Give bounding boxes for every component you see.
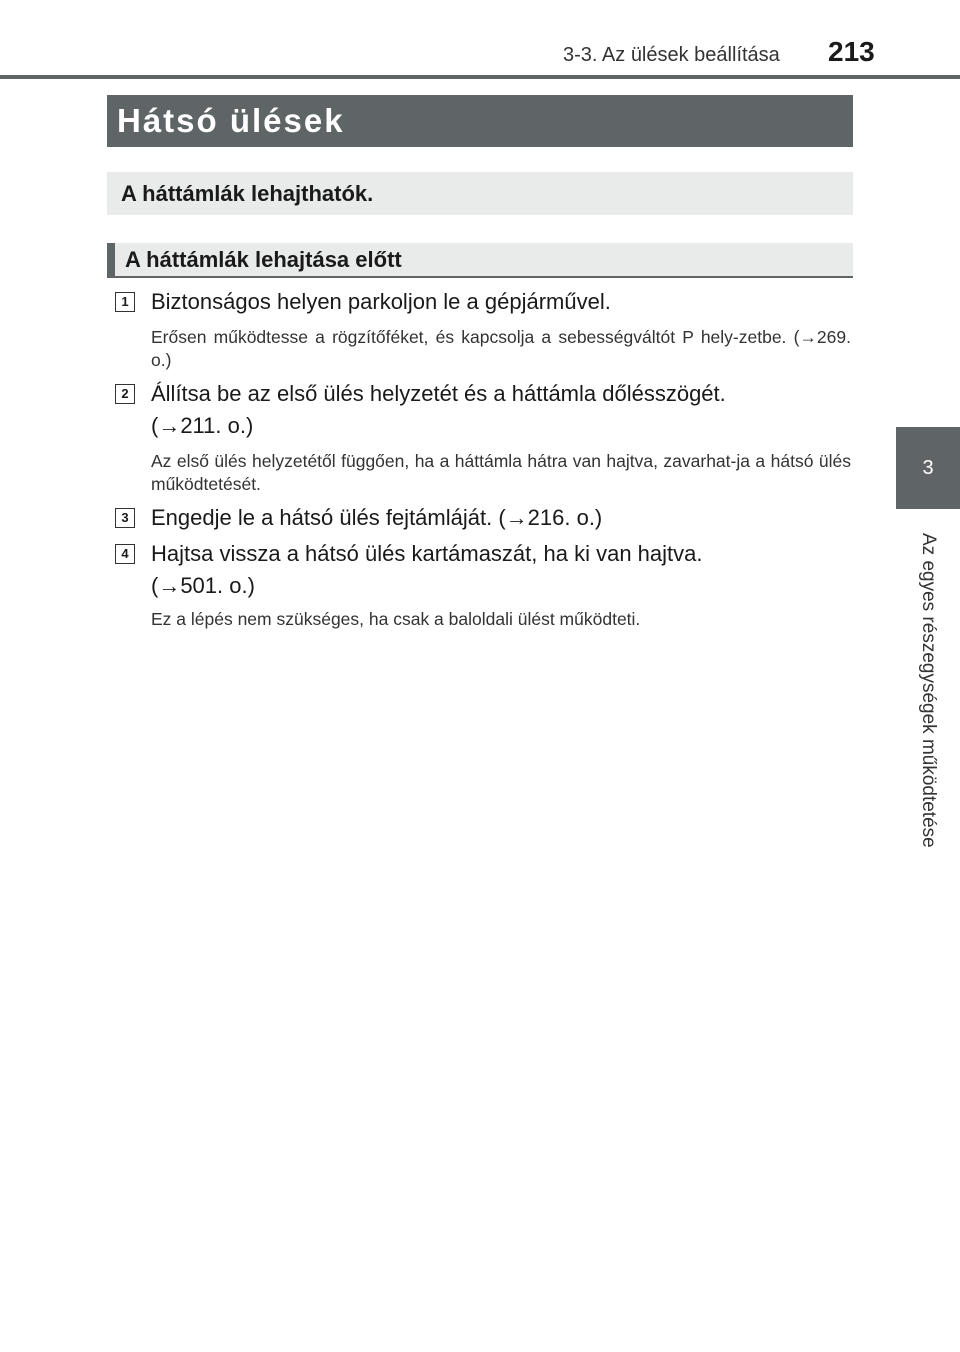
step-note: Erősen működtesse a rögzítőféket, és kapcsolja a sebességváltót P hely-zetbe. (→269. o.) (151, 327, 851, 370)
step-note: Az első ülés helyzetétől függően, ha a háttámla hátra van hajtva, zavarhat-ja a hátsó ülés működtetését. (151, 451, 851, 494)
step-number: 4 (115, 544, 135, 564)
step-text: Állítsa be az első ülés helyzetét és a háttámla dőlésszögét. (→211. o.) (151, 381, 726, 438)
step-note: Ez a lépés nem szükséges, ha csak a baloldali ülést működteti. (151, 609, 641, 629)
step-text: Biztonságos helyen parkoljon le a gépjárművel. (151, 289, 611, 314)
step-number: 2 (115, 384, 135, 404)
step-text: Engedje le a hátsó ülés fejtámláját. (→216. o.) (151, 505, 603, 530)
page-title-bar (107, 95, 853, 147)
step-text: Hajtsa vissza a hátsó ülés kartámaszát, ha ki van hajtva. (→501. o.) (151, 541, 703, 598)
chapter-title: Az egyes részegységek működtetése (918, 532, 939, 848)
chapter-tab (896, 427, 960, 509)
page-title: Hátsó ülések (117, 102, 345, 139)
header-section-title: 3-3. Az ülések beállítása (563, 44, 780, 66)
section-heading: A háttámlák lehajtása előtt (125, 246, 402, 272)
step-number: 3 (115, 508, 135, 528)
section-heading-box (107, 243, 853, 278)
header-divider (0, 75, 960, 79)
chapter-number: 3 (922, 456, 934, 479)
page-number: 213 (828, 36, 875, 67)
chapter-title-vertical (896, 520, 960, 860)
subtitle-box (107, 172, 853, 215)
step-number: 1 (115, 292, 135, 312)
subtitle: A háttámlák lehajthatók. (121, 180, 374, 206)
